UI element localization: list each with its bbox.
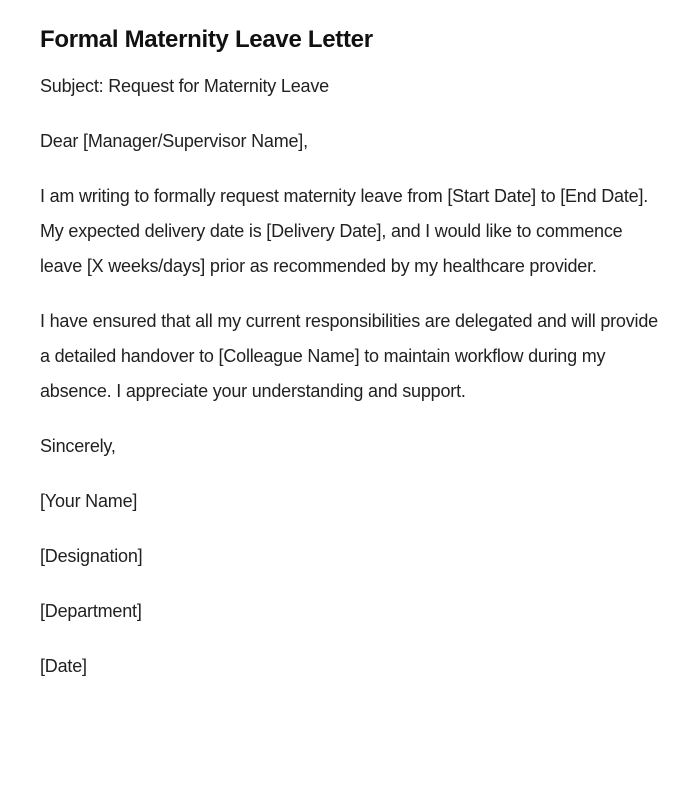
closing: Sincerely,	[40, 435, 116, 456]
signature-your-name: [Your Name]	[40, 490, 138, 511]
signature-date: [Date]	[40, 655, 87, 676]
signature-designation: [Designation]	[40, 545, 143, 566]
salutation: Dear [Manager/Supervisor Name],	[40, 130, 308, 151]
subject-line: Subject: Request for Maternity Leave	[40, 75, 329, 96]
page-title: Formal Maternity Leave Letter	[40, 26, 373, 53]
body-paragraph-request: I am writing to formally request maternity leave from [Start Date] to [End Date]. My expected delivery date is [Delivery Date], and I would like to commence leave [X weeks/days] prior as recommended by my healthcare provider.	[40, 185, 649, 276]
signature-department: [Department]	[40, 600, 142, 621]
body-paragraph-handover: I have ensured that all my current responsibilities are delegated and will provide a detailed handover to [Colleague Name] to maintain workflow during my absence. I appreciate your understanding and support.	[40, 310, 658, 401]
